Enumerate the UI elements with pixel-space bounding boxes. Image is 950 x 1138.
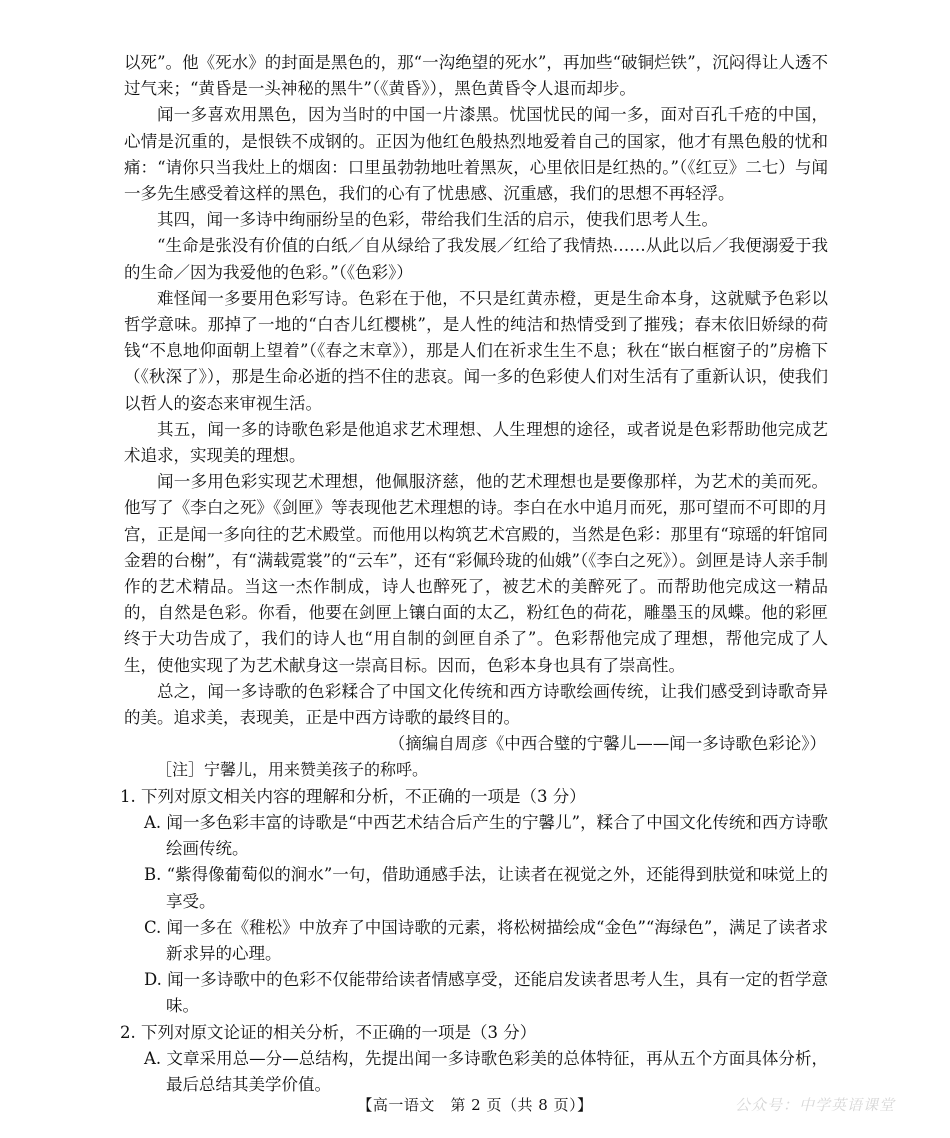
paragraph: 难怪闻一多要用色彩写诗。色彩在于他，不只是红黄赤橙，更是生命本身，这就赋予色彩以哲学意味。那掉了一地的“白杏儿红樱桃”，是人性的纯洁和热情受到了摧残；春末依旧娇绿的荷钱“不息地仰面朝上望着”（《春之末章》），那是人们在祈求生生不息；秋在“嵌白框窗子的”房檐下（《秋深了》），那是生命必逝的挡不住的悲哀。闻一多的色彩使人们对生活有了重新认识，使我们以哲人的姿态来审视生活。 [124,288,828,413]
paragraph: 闻一多喜欢用黑色，因为当时的中国一片漆黑。忧国忧民的闻一多，面对百孔千疮的中国，心情是沉重的，是恨铁不成钢的。正因为他红色般热烈地爱着自己的国家，他才有黑色般的忧和痛：“请你只当我灶上的烟囱：口里虽勃勃地吐着黑灰，心里依旧是红热的。”（《红豆》二七）与闻一多先生感受着这样的黑色，我们的心有了忧患感、沉重感，我们的思想不再轻浮。 [124,105,828,204]
watermark: 公众号：中学英语课堂 [735,1096,896,1114]
paragraph: 闻一多用色彩实现艺术理想，他佩服济慈，他的艺术理想也是要像那样，为艺术的美而死。他写了《李白之死》《剑匣》等表现他艺术理想的诗。李白在水中追月而死，那可望而不可即的月宫，正是闻一多向往的艺术殿堂。而他用以构筑艺术宫殿的，当然是色彩：那里有“琼瑶的轩馆同金碧的台榭”，有“满载霓裳”的“云车”，还有“彩佩玲珑的仙娥”（《李白之死》）。剑匣是诗人亲手制作的艺术精品。当这一杰作制成，诗人也醉死了，被艺术的美醉死了。而帮助他完成这一精品的，自然是色彩。你看，他要在剑匣上镶白面的太乙，粉红色的荷花，雕墨玉的凤蝶。他的彩匣终于大功告成了，我们的诗人也“用自制的剑匣自杀了”。色彩帮他完成了理想，帮他完成了人生，使他实现了为艺术献身这一崇高目标。因而，色彩本身也具有了崇高性。 [124,472,828,675]
annotation-note: ［注］宁馨儿，用来赞美孩子的称呼。 [156,760,429,780]
question-2 [120,1020,828,1099]
option-b: B. “紫得像葡萄似的涧水”一句，借助通感手法，让读者在视觉之外，还能得到肤觉和味觉上的享受。 [144,865,828,911]
article-body [120,50,828,1098]
question-stem: 1. 下列对原文相关内容的理解和分析，不正确的一项是（3 分） [120,786,586,806]
article-source: （摘编自周彦《中西合璧的宁馨儿——闻一多诗歌色彩论》） [388,734,826,754]
option-a: A. 文章采用总—分—总结构，先提出闻一多诗歌色彩美的总体特征，再从五个方面具体分析，最后总结其美学价值。 [144,1048,828,1094]
paragraph: 其四，闻一多诗中绚丽纷呈的色彩，带给我们生活的启示，使我们思考人生。 [157,210,718,230]
option-c: C. 闻一多在《稚松》中放弃了中国诗歌的元素，将松树描绘成“金色”“海绿色”，满足了读者求新求异的心理。 [144,917,828,963]
paragraph: 总之，闻一多诗歌的色彩糅合了中国文化传统和西方诗歌绘画传统，让我们感受到诗歌奇异的美。追求美，表现美，正是中西方诗歌的最终目的。 [124,681,828,728]
option-a: A. 闻一多色彩丰富的诗歌是“中西艺术结合后产生的宁馨儿”，糅合了中国文化传统和西方诗歌绘画传统。 [144,812,828,859]
option-d: D. 闻一多诗歌中的色彩不仅能带给读者情感享受，还能启发读者思考人生，具有一定的哲学意味。 [144,970,828,1016]
poem-quote: “生命是张没有价值的白纸／自从绿给了我发展／红给了我情热……从此以后／我便溺爱于我的生命／因为我爱他的色彩。”（《色彩》） [124,236,828,282]
question-1 [120,784,828,1020]
paragraph-continuation: 以死”。他《死水》的封面是黑色的，那“一沟绝望的死水”，再加些“破铜烂铁”，沉闷得让人透不过气来；“黄昏是一头神秘的黑牛”（《黄昏》），黑色黄昏令人退而却步。 [124,53,828,99]
question-stem: 2. 下列对原文论证的相关分析，不正确的一项是（3 分） [120,1022,537,1042]
page-number: 【高一语文 第 2 页（共 8 页）】 [357,1096,593,1114]
paragraph: 其五，闻一多的诗歌色彩是他追求艺术理想、人生理想的途径，或者说是色彩帮助他完成艺术追求，实现美的理想。 [124,419,828,466]
